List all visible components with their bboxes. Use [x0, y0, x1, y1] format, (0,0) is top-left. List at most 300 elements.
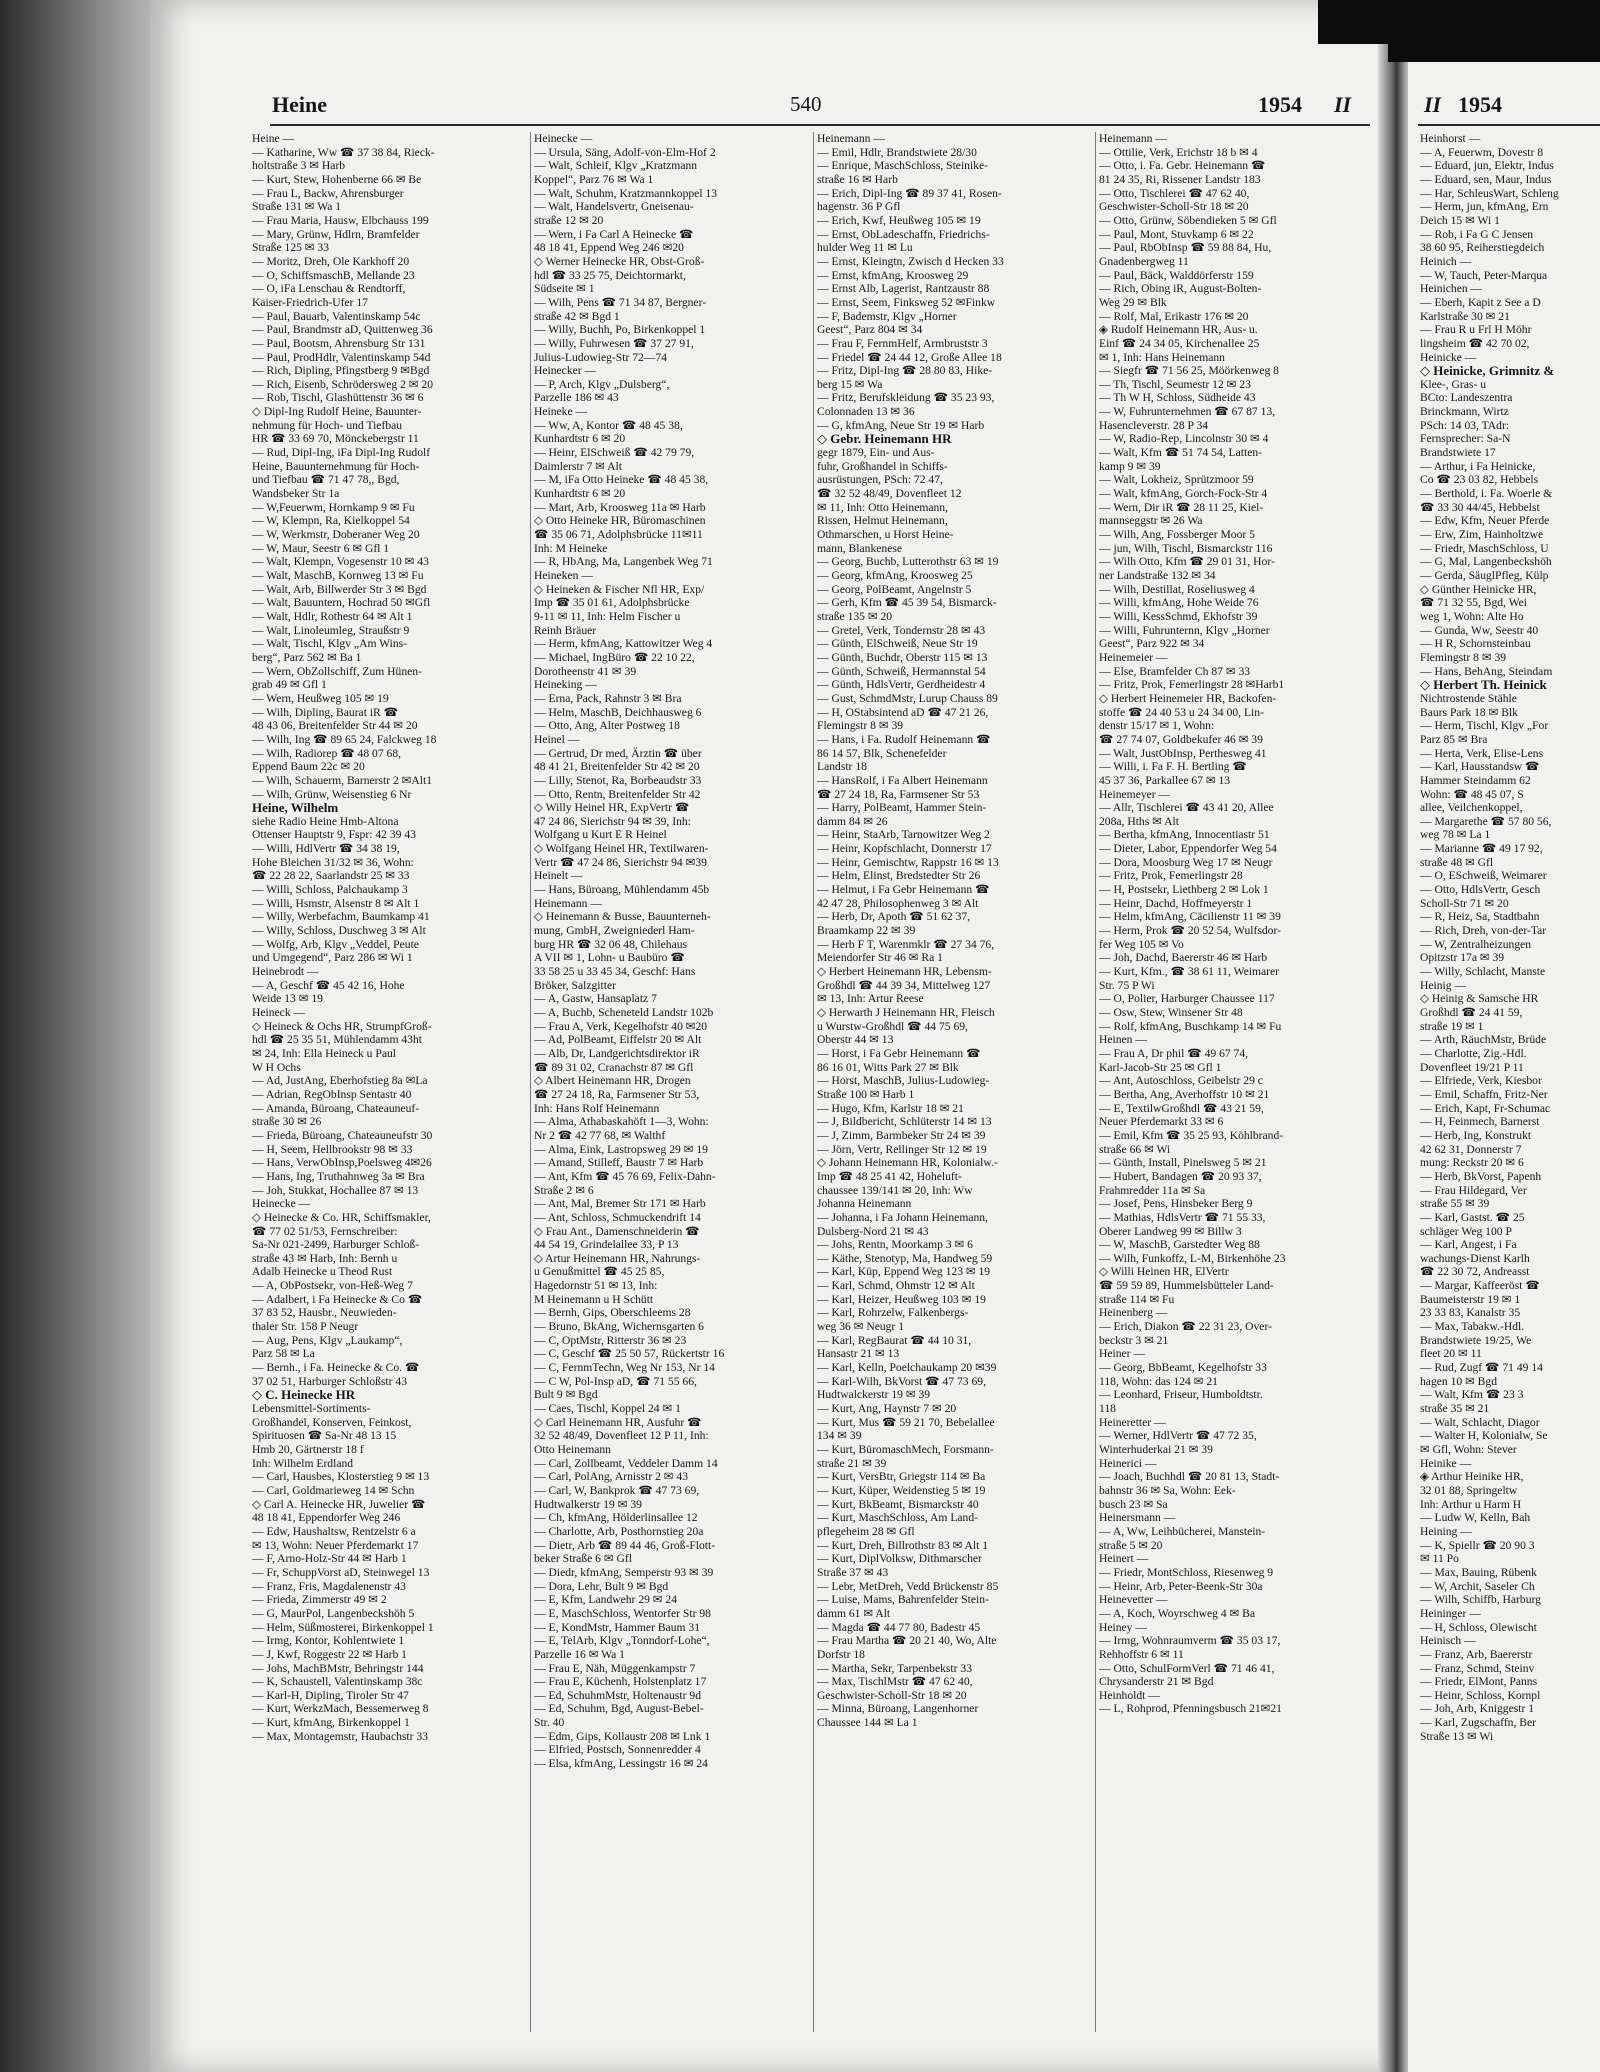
directory-line: — Rich, Obing iR, August-Bolten-	[1099, 282, 1262, 296]
directory-line: thaler Str. 158 P Neugr	[252, 1320, 359, 1334]
directory-line: — Frau L, Backw, Ahrensburger	[252, 186, 404, 200]
directory-line: Heineken —	[534, 569, 593, 582]
directory-line: Heinisch —	[1420, 1634, 1476, 1648]
directory-line: Otto Heinemann	[534, 1443, 611, 1456]
directory-line: — W, Werkmstr, Doberaner Weg 20	[252, 528, 420, 542]
directory-line: — Hugo, Kfm, Karlstr 18 ✉ 21	[817, 1101, 964, 1115]
directory-line: — Frau Hildegard, Ver	[1420, 1183, 1527, 1197]
directory-line: Heinemeier —	[1099, 650, 1168, 664]
directory-line: ◇ Gebr. Heinemann HR	[817, 432, 952, 447]
directory-line: Opitzstr 17a ✉ 39	[1420, 951, 1505, 965]
directory-line: — Walt, Hdlr, Rothestr 64 ✉ Alt 1	[252, 609, 413, 623]
directory-line: 118	[1099, 1402, 1116, 1416]
directory-line: — Ernst, Seem, Finksweg 52 ✉Finkw	[817, 295, 996, 309]
directory-line: Hansastr 21 ✉ 13	[817, 1347, 900, 1361]
directory-line: Heine, Wilhelm	[252, 801, 339, 815]
directory-line: — Moritz, Dreh, Ole Karkhoff 20	[252, 254, 410, 268]
directory-line: Heineking —	[534, 678, 597, 692]
directory-line: Weide 13 ✉ 19	[252, 992, 323, 1006]
directory-line: — Elfriede, Verk, Kiesbor	[1420, 1074, 1542, 1088]
directory-line: — Rolf, kfmAng, Buschkamp 14 ✉ Fu	[1099, 1019, 1282, 1033]
directory-line: — Herm, jun, kfmAng, Ern	[1420, 200, 1549, 214]
directory-line: — Herm, Prok ☎ 20 52 54, Wulfsdor-	[1099, 924, 1281, 938]
directory-line: — Herb, Dr, Apoth ☎ 51 62 37,	[817, 910, 971, 924]
directory-line: — Herb, Ing, Konstrukt	[1420, 1128, 1532, 1142]
directory-line: ☎ 35 06 71, Adolphsbrücke 11✉11	[534, 528, 703, 542]
directory-line: — W, Fuhrunternehmen ☎ 67 87 13,	[1099, 405, 1276, 419]
directory-line: — Friedr, MontSchloss, Riesenweg 9	[1099, 1565, 1274, 1579]
directory-line: ner Landstraße 132 ✉ 34	[1099, 569, 1216, 582]
directory-line: u Genußmittel ☎ 45 25 85,	[534, 1265, 665, 1279]
directory-line: — Alma, Eink, Lastropsweg 29 ✉ 19	[534, 1142, 708, 1156]
directory-line: — Herm, Tischl, Klgv „For	[1420, 719, 1549, 733]
directory-line: — Fritz, Prok, Femerlingstr 28 ✉Harb1	[1099, 678, 1285, 692]
directory-line: Heinemann —	[534, 896, 602, 910]
column-3	[817, 132, 1092, 2052]
directory-line: — Walt, kfmAng, Gorch-Fock-Str 4	[1099, 487, 1268, 501]
directory-line: — Wilh, Schauerm, Barnerstr 2 ✉Alt1	[252, 773, 433, 787]
directory-line: ☎ 71 32 55, Bgd, Wei	[1420, 596, 1528, 610]
directory-line: — Erw, Zim, Hainholtzwe	[1420, 528, 1544, 542]
directory-line: — Walt, JustObInsp, Perthesweg 41	[1099, 746, 1267, 760]
directory-line: straße 30 ✉ 26	[252, 1115, 322, 1129]
directory-line: Geest“, Parz 922 ✉ 34	[1099, 637, 1205, 651]
directory-line: straße 42 ✉ Bgd 1	[534, 309, 620, 323]
directory-line: — W, MaschB, Garstedter Weg 88	[1099, 1238, 1260, 1252]
directory-line: — Walt, Bauuntern, Hochrad 50 ✉Gfl	[252, 596, 431, 610]
directory-line: 37 83 52, Hausbr., Neuwieden-	[252, 1306, 397, 1320]
directory-line: — Helmut, i Fa Gebr Heinemann ☎	[817, 883, 990, 897]
directory-line: — Katharine, Ww ☎ 37 38 84, Rieck-	[252, 145, 435, 159]
directory-line: Julius-Ludowieg-Str 72—74	[534, 350, 667, 364]
directory-line: — Wilh, Grünw, Weisenstieg 6 Nr	[252, 787, 412, 801]
directory-line: Parzelle 16 ✉ Wa 1	[534, 1647, 625, 1661]
directory-line: Inh: M Heineke	[534, 541, 608, 555]
directory-line: — Willi, KessSchmd, Ekhofstr 39	[1099, 609, 1258, 623]
directory-line: ◇ Heinig & Samsche HR	[1420, 992, 1539, 1006]
directory-line: — Mathias, HdlsVertr ☎ 71 55 33,	[1099, 1210, 1266, 1224]
directory-line: — Irmg, Kontor, Kohlentwiete 1	[252, 1634, 405, 1648]
directory-line: Oberer Landweg 99 ✉ Billw 3	[1099, 1224, 1242, 1238]
directory-line: — Paul, RbObInsp ☎ 59 88 84, Hu,	[1099, 241, 1272, 255]
directory-line: Klee-, Gras- u	[1420, 377, 1486, 391]
directory-line: Co ☎ 23 03 82, Hebbels	[1420, 473, 1539, 487]
directory-line: damm 61 ✉ Alt	[817, 1606, 891, 1620]
directory-line: — Lebr, MetDreh, Vedd Brückenstr 85	[817, 1579, 999, 1593]
directory-line: — Joh, Arb, Kniggestr 1	[1420, 1702, 1535, 1716]
directory-line: — Bernh, Gips, Oberschleems 28	[534, 1306, 691, 1320]
directory-line: — J, Bildbericht, Schlüterstr 14 ✉ 13	[817, 1115, 992, 1129]
directory-line: — Karl, Schmd, Ohmstr 12 ✉ Alt	[817, 1279, 975, 1293]
directory-line: Heinel —	[534, 732, 580, 746]
column-4	[1099, 132, 1375, 2052]
directory-line: — W, Zentralheizungen	[1420, 937, 1532, 951]
directory-line: — Hans, BehAng, Steindam	[1420, 664, 1553, 678]
directory-line: Heinemeyer —	[1099, 787, 1171, 801]
directory-line: 32 52 48/49, Dovenfleet 12 P 11, Inh:	[534, 1429, 709, 1443]
directory-line: — Carl, W, Bankprok ☎ 47 73 69,	[534, 1483, 700, 1497]
directory-line: Heinenberg —	[1099, 1306, 1168, 1320]
directory-line: Frahmredder 11a ✉ Sa	[1099, 1183, 1206, 1197]
directory-line: — Kurt, Küper, Weidenstieg 5 ✉ 19	[817, 1483, 986, 1497]
directory-line: Colonnaden 13 ✉ 36	[817, 405, 915, 419]
directory-line: Hudtwalkerstr 19 ✉ 39	[534, 1497, 642, 1511]
directory-line: nehmung für Hoch- und Tiefbau	[252, 418, 403, 432]
directory-line: — Edw, Kfm, Neuer Pferde	[1420, 514, 1550, 528]
directory-line: — Ernst, Kleingtn, Zwisch d Hecken 33	[817, 254, 1004, 268]
directory-line: 48 18 41, Eppendorfer Weg 246	[252, 1511, 401, 1525]
directory-line: — Frau R u Frl H Möhr	[1420, 323, 1532, 337]
directory-line: — Ww, A, Kontor ☎ 48 45 38,	[534, 418, 683, 432]
directory-line: Geschwister-Scholl-Str 18 ✉ 20	[817, 1688, 967, 1702]
directory-line: Hudtwalckerstr 19 ✉ 39	[817, 1388, 931, 1402]
directory-line: — Georg, kfmAng, Kroosweg 25	[817, 569, 973, 582]
directory-line: Baurs Park 18 ✉ Blk	[1420, 705, 1518, 719]
directory-line: Inh: Arthur u Harm H	[1420, 1497, 1522, 1511]
directory-line: Südseite ✉ 1	[534, 282, 595, 296]
directory-line: Inh: Wilhelm Erdland	[252, 1456, 354, 1470]
directory-line: — C, Geschf ☎ 25 50 57, Rückertstr 16	[534, 1347, 725, 1361]
directory-line: — Karl, Heizer, Heußweg 103 ✉ 19	[817, 1292, 986, 1306]
directory-line: ✉ 11 Po	[1420, 1552, 1459, 1566]
directory-line: — Carl, Goldmarieweg 14 ✉ Schn	[252, 1483, 415, 1497]
directory-line: — Mary, Grünw, Hdlrn, Bramfelder	[252, 227, 420, 241]
directory-line: — Willi, Schloss, Palchaukamp 3	[252, 883, 408, 897]
directory-line: hagen 10 ✉ Bgd	[1420, 1374, 1498, 1388]
directory-line: Parz 58 ✉ La	[252, 1347, 315, 1361]
directory-line: — Harry, PolBeamt, Hammer Stein-	[817, 801, 987, 815]
directory-line: hagenstr. 36 P Gfl	[817, 200, 901, 214]
directory-line: — Kurt, Stew, Hohenberne 66 ✉ Be	[252, 172, 422, 186]
directory-line: — Martha, Sekr, Tarpenbekstr 33	[817, 1661, 972, 1675]
directory-line: — Frau E, Näh, Müggenkampstr 7	[534, 1661, 696, 1675]
directory-line: ✉ 1, Inh: Hans Heinemann	[1099, 350, 1225, 364]
directory-line: Johanna Heinemann	[817, 1197, 912, 1211]
directory-line: — Irmg, Wohnraumverm ☎ 35 03 17,	[1099, 1634, 1281, 1648]
directory-line: ☎ 22 30 72, Andreasst	[1420, 1265, 1530, 1279]
directory-line: — Kurt, MaschSchloss, Am Land-	[817, 1511, 979, 1525]
directory-line: Einf ☎ 24 34 05, Kirchenallee 25	[1099, 336, 1260, 350]
directory-line: — O, SchiffsmaschB, Mellande 23	[252, 268, 415, 282]
directory-line: Nichtrostende Stähle	[1420, 691, 1517, 705]
directory-line: — H, Postsekr, Liethberg 2 ✉ Lok 1	[1099, 883, 1269, 897]
directory-line: — Gerh, Kfm ☎ 45 39 54, Bismarck-	[817, 596, 997, 610]
directory-line: — Bernh., i Fa. Heinecke & Co. ☎	[252, 1361, 420, 1375]
directory-line: — Ad, PolBeamt, Eiffelstr 20 ✉ Alt	[534, 1033, 702, 1047]
directory-line: ◇ Heinicke, Grimnitz &	[1420, 364, 1555, 378]
directory-line: — Walt, Kfm ☎ 23 3	[1420, 1388, 1524, 1402]
directory-line: Heinen —	[1099, 1033, 1147, 1047]
directory-line: Heininger —	[1420, 1606, 1481, 1620]
directory-line: — Otto, Ang, Alter Postweg 18	[534, 719, 680, 733]
directory-line: Dorfstr 18	[817, 1647, 865, 1661]
directory-line: Wohn: ☎ 48 45 07, S	[1420, 787, 1524, 801]
directory-line: Hasencleverstr. 28 P 34	[1099, 418, 1209, 432]
directory-line: — Rich, Dreh, von-der-Tar	[1420, 924, 1547, 938]
directory-line: Heinich —	[1420, 254, 1472, 268]
directory-line: — C, FernmTechn, Weg Nr 153, Nr 14	[534, 1361, 715, 1375]
directory-line: Flemingstr 8 ✉ 39	[1420, 650, 1507, 664]
directory-line: — Kurt, Mus ☎ 59 21 70, Bebelallee	[817, 1415, 995, 1429]
directory-line: — Margar, Kaffeeröst ☎	[1420, 1279, 1540, 1293]
directory-line: — Carl, Zollbeamt, Veddeler Damm 14	[534, 1456, 718, 1470]
directory-line: straße 55 ✉ 39	[1420, 1197, 1490, 1211]
directory-line: — Kurt, Kfm., ☎ 38 61 11, Weimarer	[1099, 965, 1279, 979]
directory-line: A VII ✉ 1, Lohn- u Baubüro ☎	[534, 951, 685, 965]
directory-line: — Eberh, Kapit z See a D	[1420, 295, 1541, 309]
directory-line: — Charlotte, Zig.-Hdl.	[1420, 1046, 1527, 1060]
directory-line: — Wern, i Fa Carl A Heinecke ☎	[534, 227, 694, 241]
directory-line: — E, KondMstr, Hammer Baum 31	[534, 1620, 701, 1634]
directory-line: — Fr, SchuppVorst aD, Steinwegel 13	[252, 1565, 430, 1579]
directory-line: Eppend Baum 22c ✉ 20	[252, 760, 365, 774]
directory-line: ◇ C. Heinecke HR	[252, 1388, 356, 1403]
scan-corner-shadow-2	[1388, 0, 1600, 62]
directory-line: — J, Kwf, Roggestr 22 ✉ Harb 1	[252, 1647, 407, 1661]
directory-line: — Joh, Stukkat, Hochallee 87 ✉ 13	[252, 1183, 419, 1197]
directory-line: ☎ 77 02 51/53, Fernschreiber:	[252, 1224, 398, 1238]
directory-line: — Rob, Tischl, Glashüttenstr 36 ✉ 6	[252, 391, 424, 405]
directory-line: Othmarschen, u Horst Heine-	[817, 528, 954, 542]
directory-line: Scholl-Str 71 ✉ 20	[1420, 896, 1509, 910]
directory-line: — Ottilie, Verk, Erichstr 18 b ✉ 4	[1099, 145, 1258, 159]
directory-line: — R, HbAng, Ma, Langenbek Weg 71	[534, 555, 713, 569]
directory-line: — Frau Martha ☎ 20 21 40, Wo, Alte	[817, 1634, 997, 1648]
directory-line: — Paul, Bäck, Walddörferstr 159	[1099, 268, 1254, 282]
directory-line: — Herm, kfmAng, Kattowitzer Weg 4	[534, 637, 713, 651]
directory-line: straße 114 ✉ Fu	[1099, 1292, 1175, 1306]
directory-line: — W, Radio-Rep, Lincolnstr 30 ✉ 4	[1099, 432, 1269, 446]
directory-line: ◇ Herbert Heinemeier HR, Backofen-	[1099, 691, 1277, 705]
directory-line: burg HR ☎ 32 06 48, Chilehaus	[534, 937, 688, 951]
directory-line: Straße 13 ✉ Wi	[1420, 1729, 1494, 1743]
directory-line: — Willi, kfmAng, Hohe Weide 76	[1099, 596, 1259, 610]
directory-line: — Kurt, kfmAng, Birkenkoppel 1	[252, 1716, 410, 1730]
directory-line: — Wern, Dir iR ☎ 28 11 25, Kiel-	[1099, 500, 1264, 514]
directory-line: — M, iFa Otto Heineke ☎ 48 45 38,	[534, 473, 709, 487]
directory-line: 118, Wohn: das 124 ✉ 21	[1099, 1374, 1218, 1388]
directory-line: — Ed, SchuhmMstr, Holtenaustr 9d	[534, 1688, 701, 1702]
directory-line: ✉ Gfl, Wohn: Stever	[1420, 1443, 1517, 1456]
directory-line: — Berthold, i. Fa. Woerle &	[1420, 487, 1553, 501]
directory-line: — Emil, Hdlr, Brandstwiete 28/30	[817, 145, 977, 159]
directory-line: Braamkamp 22 ✉ 39	[817, 924, 916, 938]
directory-line: Bult 9 ✉ Bgd	[534, 1388, 598, 1402]
directory-line: Heinemann —	[817, 132, 885, 145]
directory-line: — Ant, Mal, Bremer Str 171 ✉ Harb	[534, 1197, 706, 1211]
directory-line: — Willy, Fuhrwesen ☎ 37 27 91,	[534, 336, 694, 350]
directory-line: Parzelle 186 ✉ 43	[534, 391, 619, 405]
directory-line: — Kurt, DiplVolksw, Dithmarscher	[817, 1552, 982, 1566]
directory-line: — Karl, RegBaurat ☎ 44 10 31,	[817, 1333, 972, 1347]
directory-line: 47 24 86, Sierichstr 94 ✉ 39, Inh:	[534, 814, 691, 828]
directory-line: — G, Mal, Langenbeckshöh	[1420, 555, 1552, 569]
directory-line: Landstr 18	[817, 760, 867, 774]
directory-line: Brandstwiete 19/25, We	[1420, 1333, 1532, 1347]
directory-line: — Friedel ☎ 24 44 12, Große Allee 18	[817, 350, 1002, 364]
directory-line: ◇ Willi Heinen HR, ElVertr	[1099, 1265, 1229, 1279]
directory-line: ausrüstungen, PSch: 72 47,	[817, 473, 943, 487]
directory-line: Wandsbeker Str 1a	[252, 487, 340, 501]
directory-line: 42 47 28, Philosophenweg 3 ✉ Alt	[817, 896, 979, 910]
directory-line: — Walt, MaschB, Kornweg 13 ✉ Fu	[252, 569, 424, 582]
directory-line: straße 19 ✉ 1	[1420, 1019, 1484, 1033]
directory-line: weg 36 ✉ Neugr 1	[817, 1320, 904, 1334]
directory-line: — J, Zimm, Barmbeker Str 24 ✉ 39	[817, 1128, 986, 1142]
directory-line: Großhandel, Konserven, Feinkost,	[252, 1415, 412, 1429]
directory-line: — Hans, VerwObInsp,Poelsweg 4✉26	[252, 1156, 432, 1170]
directory-line: — Alb, Dr, Landgerichtsdirektor iR	[534, 1046, 700, 1060]
directory-line: — Käthe, Stenotyp, Ma, Handweg 59	[817, 1251, 993, 1265]
directory-line: — Hubert, Bandagen ☎ 20 93 37,	[1099, 1169, 1262, 1183]
directory-line: — Joach, Buchhdl ☎ 20 81 13, Stadt-	[1099, 1470, 1280, 1484]
volume-right: II	[1424, 92, 1442, 117]
directory-line: Parz 85 ✉ Bra	[1420, 732, 1488, 746]
directory-line: — Edm, Gips, Kollaustr 208 ✉ Lnk 1	[534, 1729, 711, 1743]
directory-line: — Amanda, Büroang, Chateauneuf-	[252, 1101, 420, 1115]
directory-line: ◇ Herwarth J Heinemann HR, Fleisch	[817, 1006, 995, 1019]
directory-line: — Hans, Büroang, Mühlendamm 45b	[534, 883, 710, 897]
directory-line: Straße 37 ✉ 43	[817, 1565, 889, 1579]
directory-line: ☎ 59 59 89, Hummelsbütteler Land-	[1099, 1279, 1274, 1293]
directory-line: u Wurstw-Großhdl ☎ 44 75 69,	[817, 1019, 968, 1033]
directory-line: Ottenser Hauptstr 9, Fspr: 42 39 43	[252, 828, 416, 842]
directory-line: — Walt, Klempn, Vogesenstr 10 ✉ 43	[252, 555, 429, 569]
directory-line: — Magda ☎ 44 77 80, Badestr 45	[817, 1620, 981, 1634]
directory-line: — Herb, BkVorst, Papenh	[1420, 1169, 1542, 1183]
directory-line: Heinholdt —	[1099, 1688, 1160, 1702]
directory-line: straße 5 ✉ 20	[1099, 1538, 1163, 1552]
directory-line: 86 16 01, Witts Park 27 ✉ Blk	[817, 1060, 959, 1074]
directory-line: — Walt, Lokheiz, Sprützmoor 59	[1099, 473, 1254, 487]
directory-line: — Th, Tischl, Seumestr 12 ✉ 23	[1099, 377, 1251, 391]
directory-line: — Gretel, Verk, Tondernstr 28 ✉ 43	[817, 623, 986, 637]
directory-line: ◇ Heinecke & Co. HR, Schiffsmakler,	[252, 1210, 431, 1224]
directory-line: — O, ESchweiß, Weimarer	[1420, 869, 1547, 883]
directory-line: straße 16 ✉ Harb	[817, 172, 898, 186]
directory-line: Dovenfleet 19/21 P 11	[1420, 1060, 1524, 1074]
directory-line: — Georg, BbBeamt, Kegelhofstr 33	[1099, 1361, 1267, 1375]
directory-line: straße 21 ✉ 39	[817, 1456, 887, 1470]
directory-line: Wolfgang u Kurt E R Heinel	[534, 828, 667, 842]
directory-line: 134 ✉ 39	[817, 1429, 862, 1443]
directory-line: — Horst, MaschB, Julius-Ludowieg-	[817, 1074, 990, 1088]
directory-line: — jun, Wilh, Tischl, Bismarckstr 116	[1099, 541, 1273, 555]
directory-line: Heinecker —	[534, 364, 597, 378]
directory-line: — Rud, Zugf ☎ 71 49 14	[1420, 1361, 1543, 1375]
directory-line: — A, ObPostsekr, von-Heß-Weg 7	[252, 1279, 413, 1293]
directory-line: ✉ 13, Wohn: Neuer Pferdemarkt 17	[252, 1538, 419, 1552]
directory-line: straße 66 ✉ Wi	[1099, 1142, 1171, 1156]
directory-line: — Walt, Tischl, Klgv „Am Wins-	[252, 637, 408, 651]
directory-line: — Willy, Schlacht, Manste	[1420, 965, 1546, 979]
directory-line: — Edw, Haushaltsw, Rentzelstr 6 a	[252, 1524, 416, 1538]
column-divider	[530, 132, 531, 2032]
directory-line: — Ludw W, Kelln, Bah	[1420, 1511, 1531, 1525]
directory-line: allee, Veilchenkoppel,	[1420, 801, 1523, 815]
directory-line: — R, Heiz, Sa, Stadtbahn	[1420, 910, 1540, 924]
directory-line: denstr 15/17 ✉ 1, Wohn:	[1099, 719, 1215, 733]
directory-line: 37 02 51, Harburger Schloßstr 43	[252, 1374, 407, 1388]
directory-line: — W, Archit, Saseler Ch	[1420, 1579, 1535, 1593]
directory-line: Chrysanderstr 21 ✉ Bgd	[1099, 1675, 1214, 1689]
directory-line: — Walt, Schuhm, Kratzmannkoppel 13	[534, 186, 718, 200]
directory-line: — Walt, Linoleumleg, Straußstr 9	[252, 623, 410, 637]
directory-line: straße 12 ✉ 20	[534, 213, 604, 227]
directory-line: — O, iFa Lenschau & Rendtorff,	[252, 282, 406, 296]
directory-line: kamp 9 ✉ 39	[1099, 459, 1161, 473]
directory-line: — Michael, IngBüro ☎ 22 10 22,	[534, 650, 695, 664]
column-1	[252, 132, 526, 2052]
header-rule-right	[1418, 124, 1600, 126]
directory-line: — Karl, Küp, Eppend Weg 123 ✉ 19	[817, 1265, 991, 1279]
directory-line: fer Weg 105 ✉ Vo	[1099, 937, 1184, 951]
directory-line: schläger Weg 100 P	[1420, 1224, 1512, 1238]
directory-line: ◈ Rudolf Heinemann HR, Aus- u.	[1099, 323, 1258, 337]
directory-line: ☎ 89 31 02, Cranachstr 87 ✉ Gfl	[534, 1060, 694, 1074]
column-divider	[1095, 132, 1096, 2032]
directory-line: — Otto, Grünw, Söbendieken 5 ✉ Gfl	[1099, 213, 1277, 227]
directory-line: — Günth, Buchdr, Oberstr 115 ✉ 13	[817, 650, 988, 664]
directory-line: M Heinemann u H Schütt	[534, 1292, 654, 1306]
directory-line: — Frieda, Büroang, Chateauneufstr 30	[252, 1128, 433, 1142]
directory-line: — Erich, Diakon ☎ 22 31 23, Over-	[1099, 1320, 1272, 1334]
directory-line: Weg 29 ✉ Blk	[1099, 295, 1167, 309]
directory-line: — K, Schaustell, Valentinskamp 38c	[252, 1675, 423, 1689]
directory-line: — Dora, Lehr, Bult 9 ✉ Bgd	[534, 1579, 669, 1593]
directory-line: ◇ Albert Heinemann HR, Drogen	[534, 1074, 691, 1088]
directory-line: Meiendorfer Str 46 ✉ Ra 1	[817, 951, 943, 965]
directory-line: ◇ Willy Heinel HR, ExpVertr ☎	[534, 801, 690, 815]
directory-line: Daimlerstr 7 ✉ Alt	[534, 459, 622, 473]
volume-left: II	[1334, 92, 1352, 117]
directory-line: — Walt, Schlacht, Diagor	[1420, 1415, 1540, 1429]
directory-line: — L, Rohprod, Pfenningsbusch 21✉21	[1099, 1702, 1282, 1716]
directory-line: — Wilh, Schiffb, Harburg	[1420, 1593, 1541, 1607]
directory-line: Reinh Bräuer	[534, 623, 597, 637]
directory-line: — Josef, Pens, Hinsbeker Berg 9	[1099, 1197, 1253, 1211]
directory-line: — Karl, Zugschaffn, Ber	[1420, 1716, 1537, 1730]
directory-line: — Kurt, Ang, Haynstr 7 ✉ 20	[817, 1402, 957, 1416]
directory-line: — P, Arch, Klgv „Dulsberg“,	[534, 377, 670, 391]
directory-line: — Ernst Alb, Lagerist, Rantzaustr 88	[817, 282, 990, 296]
directory-line: — Osw, Stew, Winsener Str 48	[1099, 1006, 1243, 1019]
directory-line: — Georg, Buchb, Lutterothstr 63 ✉ 19	[817, 555, 999, 569]
directory-line: fuhr, Großhandel in Schiffs-	[817, 459, 948, 473]
directory-line: ◇ Johann Heinemann HR, Kolonialw.-	[817, 1156, 998, 1170]
directory-line: — Wilh, Ang, Fossberger Moor 5	[1099, 528, 1255, 542]
directory-line: — Ant, Schloss, Schmuckendrift 14	[534, 1210, 701, 1224]
directory-line: Straße 2 ✉ 6	[534, 1183, 594, 1197]
directory-line: — Frau A, Verk, Kegelhofstr 40 ✉20	[534, 1019, 708, 1033]
directory-line: — Else, Bramfelder Ch 87 ✉ 33	[1099, 664, 1251, 678]
directory-line: Hmb 20, Gärtnerstr 18 f	[252, 1443, 364, 1456]
directory-line: Str. 40	[534, 1716, 565, 1730]
header-rule	[270, 124, 1370, 126]
directory-line: gegr 1879, Ein- und Aus-	[817, 446, 935, 460]
directory-line: Dorotheenstr 41 ✉ 39	[534, 664, 637, 678]
directory-line: — Paul, ProdHdlr, Valentinskamp 54d	[252, 350, 431, 364]
directory-line: Geschwister-Scholl-Str 18 ✉ 20	[1099, 200, 1249, 214]
directory-line: — Paul, Bauarb, Valentinskamp 54c	[252, 309, 421, 323]
directory-line: — Ant, Kfm ☎ 45 76 69, Felix-Dahn-	[534, 1169, 716, 1183]
directory-line: — Fritz, Berufskleidung ☎ 35 23 93,	[817, 391, 995, 405]
directory-line: — E, Kfm, Landwehr 29 ✉ 24	[534, 1593, 678, 1607]
directory-line: — Helm, kfmAng, Cäcilienstr 11 ✉ 39	[1099, 910, 1281, 924]
directory-line: — Charlotte, Arb, Posthornstieg 20a	[534, 1524, 704, 1538]
directory-line: — Karl, Gastst. ☎ 25	[1420, 1210, 1525, 1224]
directory-line: — Fritz, Prok, Femerlingstr 28	[1099, 869, 1243, 883]
